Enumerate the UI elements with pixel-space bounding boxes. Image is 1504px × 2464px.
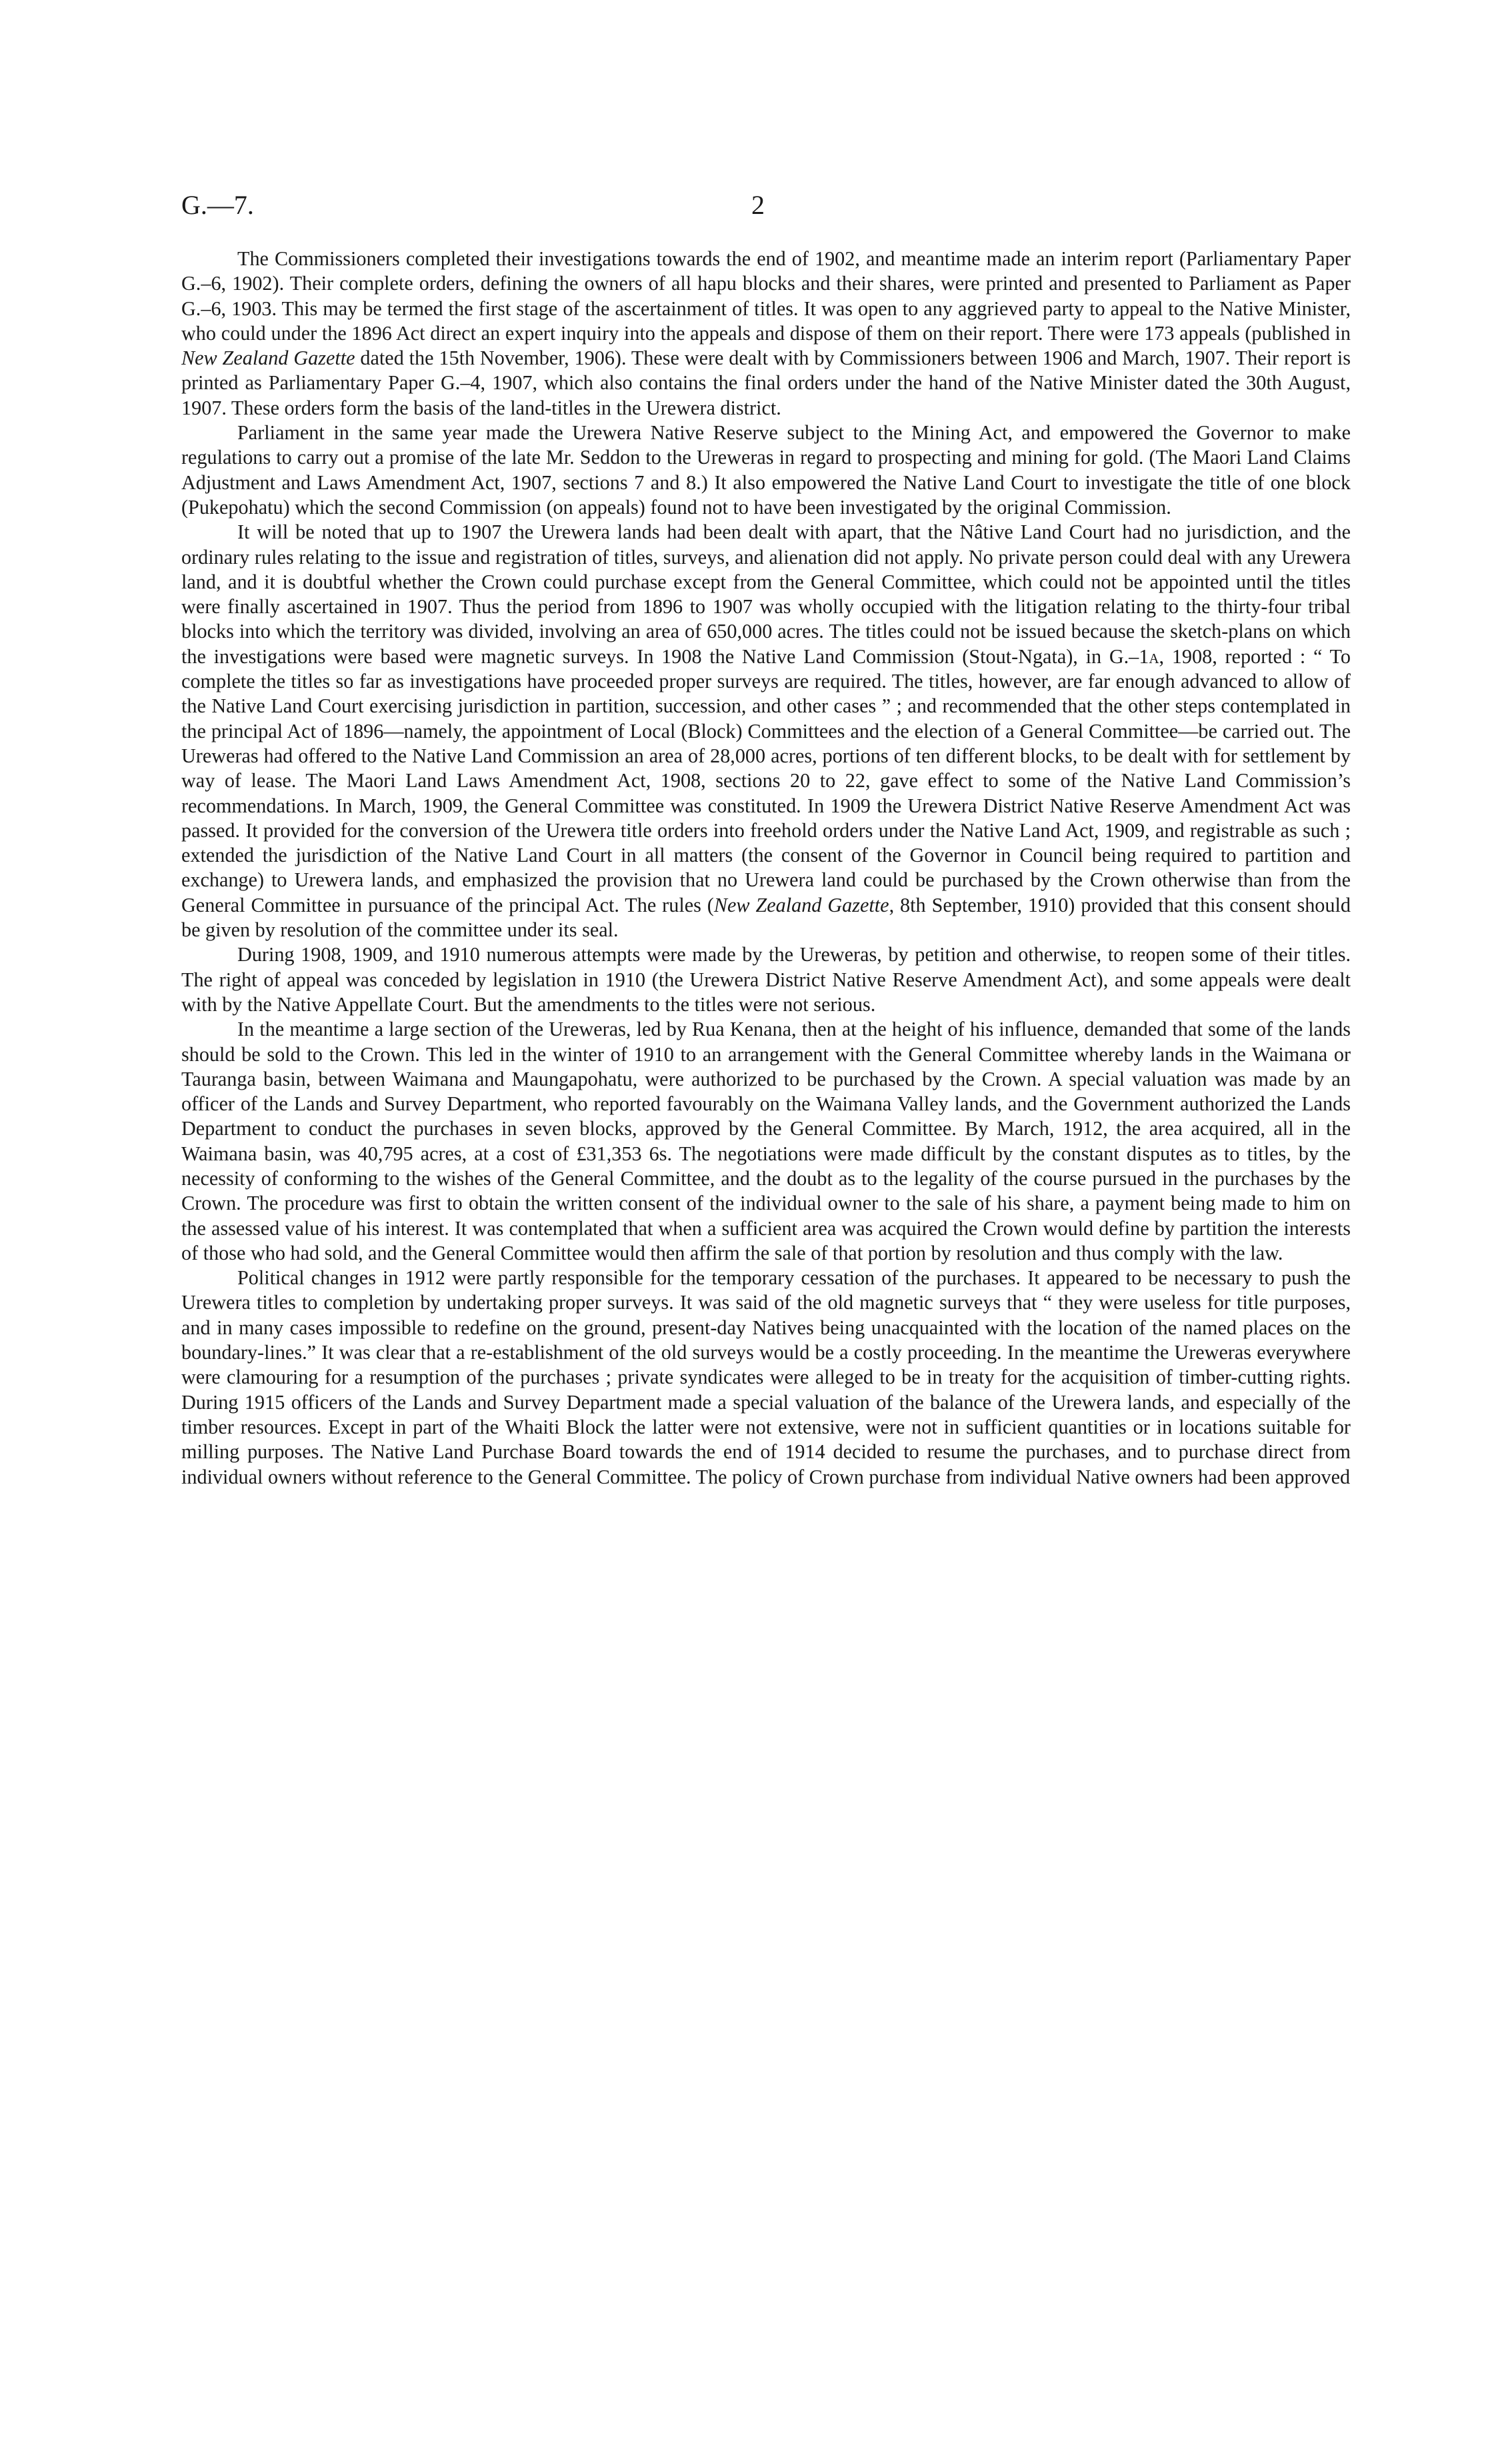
paragraph xyxy=(181,1017,1351,1266)
italic-citation: New Zealand Gazette xyxy=(713,893,889,916)
page-header xyxy=(181,185,1381,225)
body-text xyxy=(181,247,1351,1490)
text-run: Political changes in 1912 were partly responsible for the temporary cessation of the purchases. It appeared to be necessary to push the Urewera titles to completion by undertaking proper surveys. It was said of the old magnetic surveys that “ they were useless for title purposes, and in many cases impossible to redefine on the ground, present-day Natives being unacquainted with the location of the named places on the boundary-lines.” It was clear that a re-establishment of the old surveys would be a costly proceeding. In the meantime the Ureweras everywhere were clamouring for a resumption of the purchases ; private syndicates were alleged to be in treaty for the acquisition of timber-cutting rights. During 1915 officers of the Lands and Survey Department made a special valuation of the balance of the Urewera lands, and especially of the timber resources. Except in part of the Whaiti Block the latter were not extensive, were not in sufficient quantities or in locations suitable for milling purposes. The Native Land Purchase Board towards the end of 1914 decided to resume the purchases, and to purchase direct from individual owners without reference to the General Committee. The policy of Crown purchase from individual Native owners had been approved xyxy=(181,1266,1351,1488)
small-caps-text: a xyxy=(1149,644,1159,668)
text-run: In the meantime a large section of the Ureweras, led by Rua Kenana, then at the height of his influence, demanded that some of the lands should be sold to the Crown. This led in the winter of 1910 to an arrangement with the General Committee whereby lands in the Waimana or Tauranga basin, between Waimana and Maungapohatu, were authorized to be purchased by the Crown. A special valuation was made by an officer of the Lands and Survey Department, who reported favourably on the Waimana Valley lands, and the Government authorized the Lands Department to conduct the purchases in seven blocks, approved by the General Committee. By March, 1912, the area acquired, all in the Waimana basin, was 40,795 acres, at a cost of £31,353 6s. The negotiations were made difficult by the constant disputes as to titles, by the necessity of conforming to the wishes of the General Committee, and the doubt as to the legality of the course pursued in the purchases by the Crown. The procedure was first to obtain the written consent of the individual owner to the sale of his share, a payment being made to him on the assessed value of his interest. It was contemplated that when a sufficient area was acquired the Crown would define by partition the interests of those who had sold, and the General Committee would then affirm the sale of that portion by resolution and thus comply with the law. xyxy=(181,1018,1351,1264)
paragraph xyxy=(181,247,1351,421)
page-number: 2 xyxy=(751,190,765,220)
text-run: Parliament in the same year made the Urewera Native Reserve subject to the Mining Act, and empowered the Governor to make regulations to carry out a promise of the late Mr. Seddon to the Ureweras in regard to prospecting and mining for gold. (The Maori Land Claims Adjustment and Laws Amendment Act, 1907, sections 7 and 8.) It also empowered the Native Land Court to investigate the title of one block (Pukepohatu) which the second Commission (on appeals) found not to have been investigated by the original Commission. xyxy=(181,421,1351,519)
text-run: During 1908, 1909, and 1910 numerous attempts were made by the Ureweras, by petition and otherwise, to reopen some of their titles. The right of appeal was conceded by legislation in 1910 (the Urewera District Native Reserve Amendment Act), and some appeals were dealt with by the Native Appellate Court. But the amendments to the titles were not serious. xyxy=(181,943,1351,1016)
text-run: It will be noted that up to 1907 the Urewera lands had been dealt with apart, that the Nâtive Land Court had no jurisdiction, and the ordinary rules relating to the issue and registration of titles, surveys, and alienation did not apply. No private person could deal with any Urewera land, and it is doubtful whether the Crown could purchase except from the General Committee, which could not be appointed until the titles were finally ascertained in 1907. Thus the period from 1896 to 1907 was wholly occupied with the litigation relating to the thirty-four tribal blocks into which the territory was divided, involving an area of 650,000 acres. The titles could not be issued because the sketch-plans on which the investigations were based were magnetic surveys. In 1908 the Native Land Commission (Stout-Ngata), in G.–1 xyxy=(181,521,1351,668)
italic-citation: New Zealand Gazette xyxy=(181,347,355,370)
text-run: , 8th September, 1910) provided that this consent should be given by resolution of the committee under its seal. xyxy=(181,893,1351,942)
paper-reference: G.—7. xyxy=(181,190,254,220)
text-run: dated the 15th November, 1906). These were dealt with by Commissioners between 1906 and March, 1907. Their report is printed as Parliamentary Paper G.–4, 1907, which also contains the final orders under the hand of the Native Minister dated the 30th August, 1907. These orders form the basis of the land-titles in the Urewera district. xyxy=(181,347,1351,419)
text-run: The Commissioners completed their investigations towards the end of 1902, and meantime made an interim report (Parliamentary Paper G.–6, 1902). Their complete orders, defining the owners of all hapu blocks and their shares, were printed and presented to Parliament as Paper G.–6, 1903. This may be termed the first stage of the ascertainment of titles. It was open to any aggrieved party to appeal to the Native Minister, who could under the 1896 Act direct an expert inquiry into the appeals and dispose of them on their report. There were 173 appeals (published in xyxy=(181,247,1351,345)
text-run: , 1908, reported : “ To complete the titles so far as investigations have proceeded proper surveys are required. The titles, however, are far enough advanced to allow of the Native Land Court exercising jurisdiction in partition, succession, and other cases ” ; and recommended that the other steps contemplated in the principal Act of 1896—namely, the appointment of Local (Block) Committees and the election of a General Committee—be carried out. The Ureweras had offered to the Native Land Commission an area of 28,000 acres, portions of ten different blocks, to be dealt with for settlement by way of lease. The Maori Land Laws Amendment Act, 1908, sections 20 to 22, gave effect to some of the Native Land Commission’s recommendations. In March, 1909, the General Committee was constituted. In 1909 the Urewera District Native Reserve Amendment Act was passed. It provided for the conversion of the Urewera title orders into freehold orders under the Native Land Act, 1909, and registrable as such ; extended the jurisdiction of the Native Land Court in all matters (the consent of the Governor in Council being required to partition and exchange) to Urewera lands, and emphasized the provision that no Urewera land could be purchased by the Crown otherwise than from the General Committee in pursuance of the principal Act. The rules ( xyxy=(181,644,1351,916)
paragraph xyxy=(181,520,1351,942)
paragraph xyxy=(181,1266,1351,1490)
paragraph xyxy=(181,942,1351,1017)
paragraph xyxy=(181,421,1351,520)
